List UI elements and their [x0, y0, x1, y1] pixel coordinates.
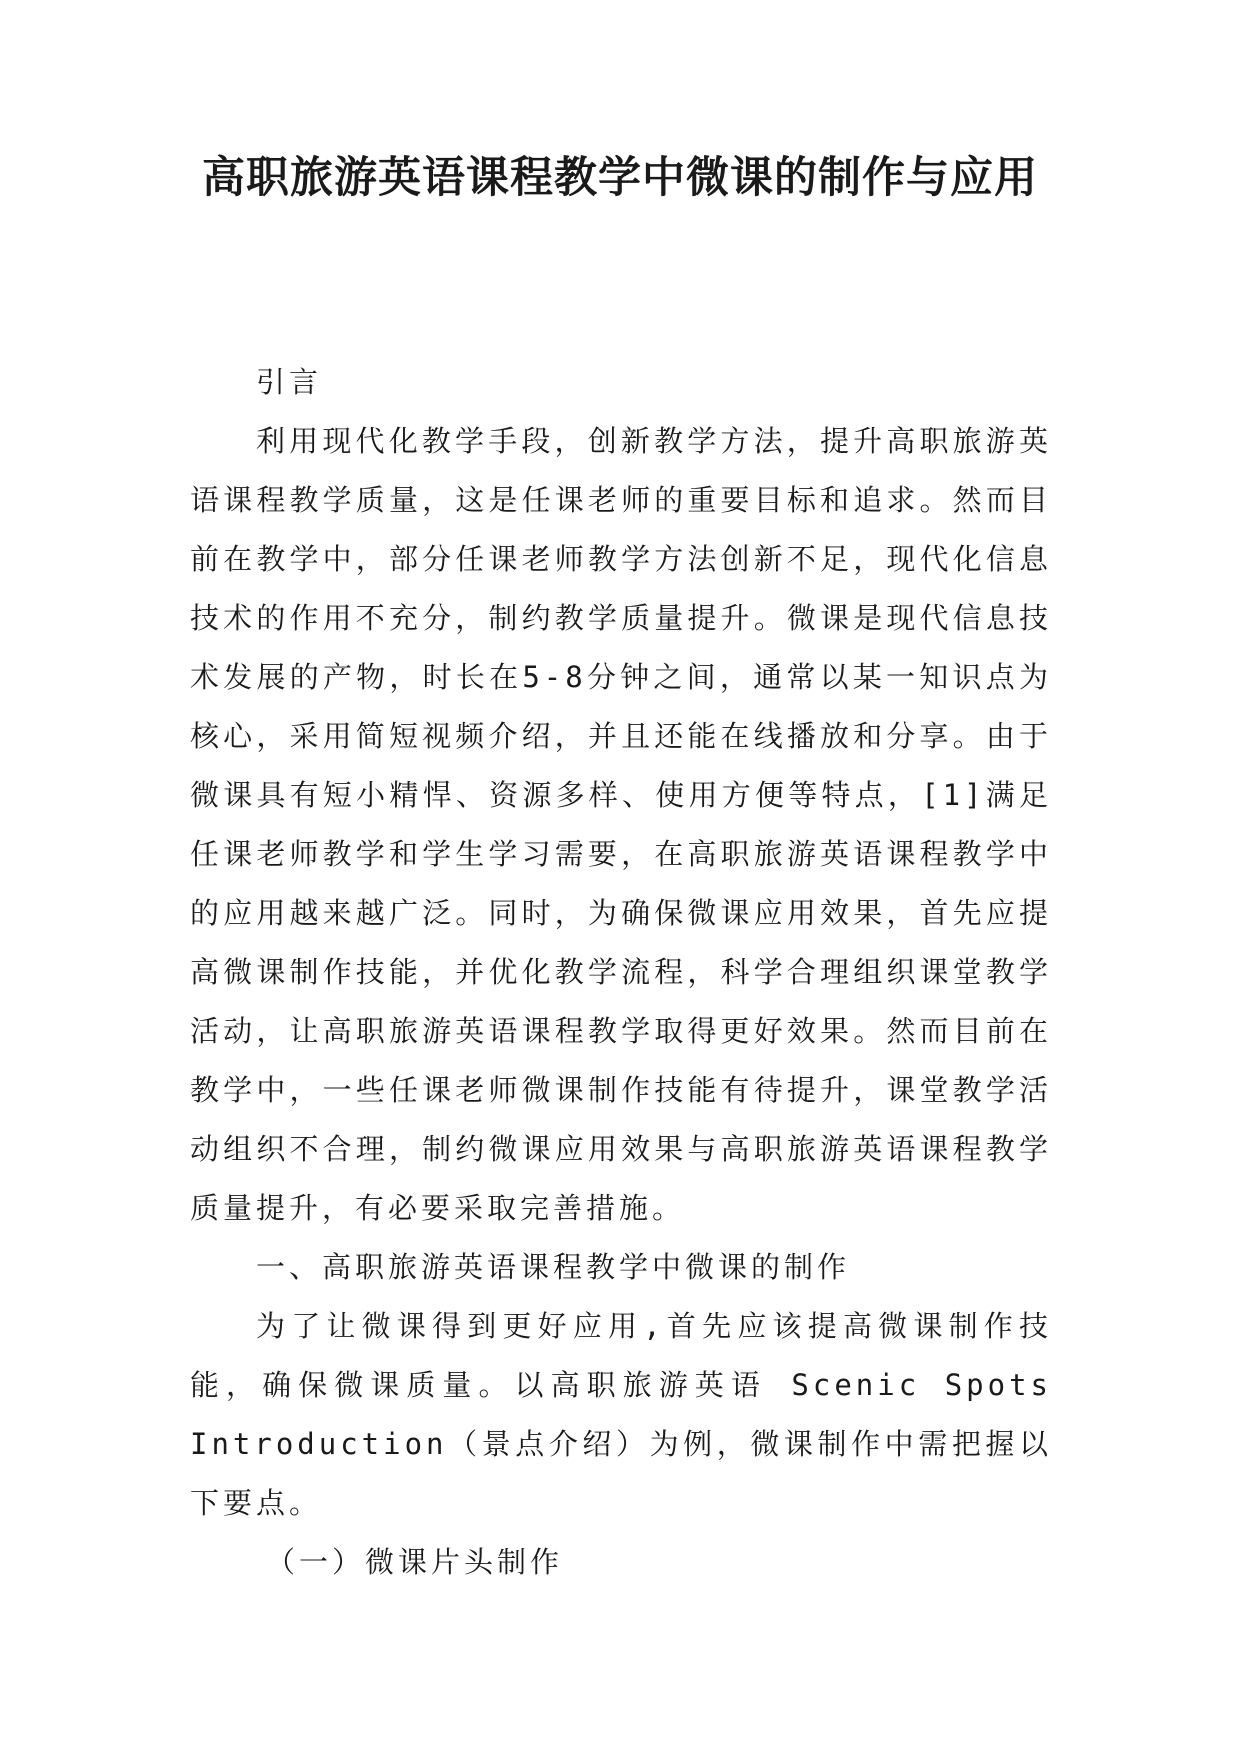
section-heading: 一、高职旅游英语课程教学中微课的制作	[256, 1250, 851, 1284]
intro-heading: 引言	[256, 365, 323, 399]
document-body	[190, 353, 1052, 1592]
section-paragraph: 为了让微课得到更好应用,首先应该提高微课制作技能，确保微课质量。以高职旅游英语 Scenic Spots Introduction（景点介绍）为例，微课制作中需把握以下要点。	[190, 1309, 1052, 1520]
intro-paragraph: 利用现代化教学手段，创新教学方法，提升高职旅游英语课程教学质量，这是任课老师的重要目标和追求。然而目前在教学中，部分任课老师教学方法创新不足，现代化信息技术的作用不充分，制约教学质量提升。微课是现代信息技术发展的产物，时长在5-8分钟之间，通常以某一知识点为核心，采用简短视频介绍，并且还能在线播放和分享。由于微课具有短小精悍、资源多样、使用方便等特点，[1]满足任课老师教学和学生学习需要，在高职旅游英语课程教学中的应用越来越广泛。同时，为确保微课应用效果，首先应提高微课制作技能，并优化教学流程，科学合理组织课堂教学活动，让高职旅游英语课程教学取得更好效果。然而目前在教学中，一些任课老师微课制作技能有待提升，课堂教学活动组织不合理，制约微课应用效果与高职旅游英语课程教学质量提升，有必要采取完善措施。	[190, 424, 1052, 1225]
subsection-heading: （一）微课片头制作	[266, 1545, 564, 1579]
document-title: 高职旅游英语课程教学中微课的制作与应用	[202, 153, 1038, 203]
